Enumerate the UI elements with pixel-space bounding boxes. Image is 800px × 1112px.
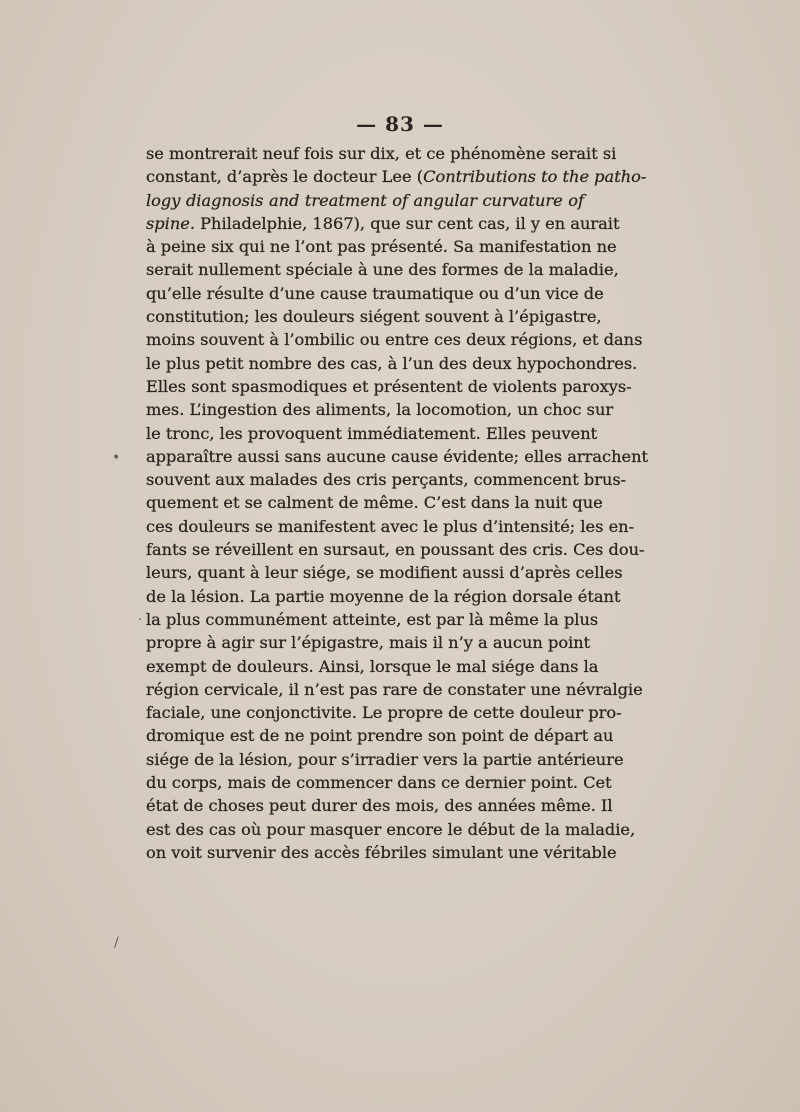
- text-segment: ces douleurs se manifestent avec le plus d’intensité; les en-: [146, 516, 635, 536]
- text-line: [146, 398, 614, 421]
- text-line: [146, 724, 614, 747]
- text-segment: le tronc, les provoquent immédiatement. Elles peuvent: [146, 423, 598, 443]
- text-segment: constant, d’après le docteur Lee (: [146, 167, 424, 187]
- text-segment: siége de la lésion, pour s’irradier vers la partie antérieure: [146, 749, 624, 769]
- page-number: — 83 —: [356, 112, 444, 136]
- text-segment: faciale, une conjonctivite. Le propre de cette douleur pro-: [146, 703, 622, 723]
- text-segment: dromique est de ne point prendre son point de départ au: [146, 726, 614, 746]
- text-line: [146, 794, 613, 817]
- text-line: [146, 818, 636, 841]
- text-line: [146, 189, 584, 212]
- text-line: [146, 165, 647, 188]
- text-segment: se montrerait neuf fois sur dix, et ce phénomène serait si: [146, 144, 617, 163]
- margin-mark: •: [112, 450, 121, 466]
- italic-text: spine.: [146, 213, 195, 233]
- text-segment: mes. L’ingestion des aliments, la locomotion, un choc sur: [146, 400, 614, 420]
- italic-text: Contributions to the patho-: [423, 167, 647, 187]
- text-line: [146, 678, 643, 701]
- margin-mark: ·: [138, 612, 143, 628]
- text-line: [146, 468, 627, 491]
- text-segment: la plus communément atteinte, est par là même la plus: [146, 609, 599, 629]
- text-segment: on voit survenir des accès fébriles simulant une véritable: [146, 842, 617, 862]
- text-line: [146, 538, 645, 561]
- text-line: [146, 841, 617, 864]
- text-line: [146, 491, 603, 514]
- italic-text: logy diagnosis and treatment of angular curvature of: [146, 190, 584, 210]
- text-segment: moins souvent à l’ombilic ou entre ces deux régions, et dans: [146, 330, 643, 350]
- text-line: [146, 212, 620, 235]
- text-line: [146, 561, 623, 584]
- text-line: [146, 701, 622, 724]
- text-segment: le plus petit nombre des cas, à l’un des deux hypochondres.: [146, 353, 638, 373]
- text-segment: du corps, mais de commencer dans ce dernier point. Cet: [146, 773, 612, 793]
- text-segment: Elles sont spasmodiques et présentent de violents paroxys-: [146, 376, 632, 396]
- text-line: [146, 375, 632, 398]
- body-text: [146, 142, 649, 864]
- text-line: [146, 631, 591, 654]
- text-segment: à peine six qui ne l’ont pas présenté. Sa manifestation ne: [146, 237, 617, 257]
- text-line: [146, 235, 617, 258]
- text-line: [146, 328, 643, 351]
- text-segment: est des cas où pour masquer encore le début de la maladie,: [146, 819, 636, 839]
- text-line: [146, 771, 612, 794]
- text-segment: apparaître aussi sans aucune cause évidente; elles arrachent: [146, 446, 649, 466]
- text-segment: leurs, quant à leur siége, se modifient aussi d’après celles: [146, 563, 623, 583]
- text-segment: Philadelphie, 1867), que sur cent cas, il y en aurait: [195, 213, 620, 233]
- text-line: [146, 515, 635, 538]
- text-line: [146, 352, 638, 375]
- text-line: [146, 305, 602, 328]
- text-segment: exempt de douleurs. Ainsi, lorsque le mal siége dans la: [146, 656, 599, 676]
- text-segment: état de choses peut durer des mois, des années même. Il: [146, 796, 613, 816]
- text-segment: de la lésion. La partie moyenne de la région dorsale étant: [146, 586, 621, 606]
- text-segment: région cervicale, il n’est pas rare de constater une névralgie: [146, 679, 643, 699]
- text-line: [146, 608, 599, 631]
- text-line: [146, 748, 624, 771]
- text-segment: fants se réveillent en sursaut, en poussant des cris. Ces dou-: [146, 540, 645, 560]
- text-line: [146, 445, 649, 468]
- text-segment: serait nullement spéciale à une des formes de la maladie,: [146, 260, 619, 280]
- text-line: [146, 655, 599, 678]
- text-line: [146, 258, 619, 281]
- text-segment: souvent aux malades des cris perçants, commencent brus-: [146, 470, 627, 490]
- text-line: [146, 142, 617, 165]
- text-segment: propre à agir sur l’épigastre, mais il n’y a aucun point: [146, 633, 591, 653]
- text-line: [146, 422, 598, 445]
- text-segment: constitution; les douleurs siégent souvent à l’épigastre,: [146, 307, 602, 327]
- text-line: [146, 282, 604, 305]
- text-segment: qu’elle résulte d’une cause traumatique ou d’un vice de: [146, 283, 604, 303]
- text-segment: quement et se calment de même. C’est dans la nuit que: [146, 493, 603, 513]
- margin-mark: /: [114, 935, 119, 951]
- text-line: [146, 585, 621, 608]
